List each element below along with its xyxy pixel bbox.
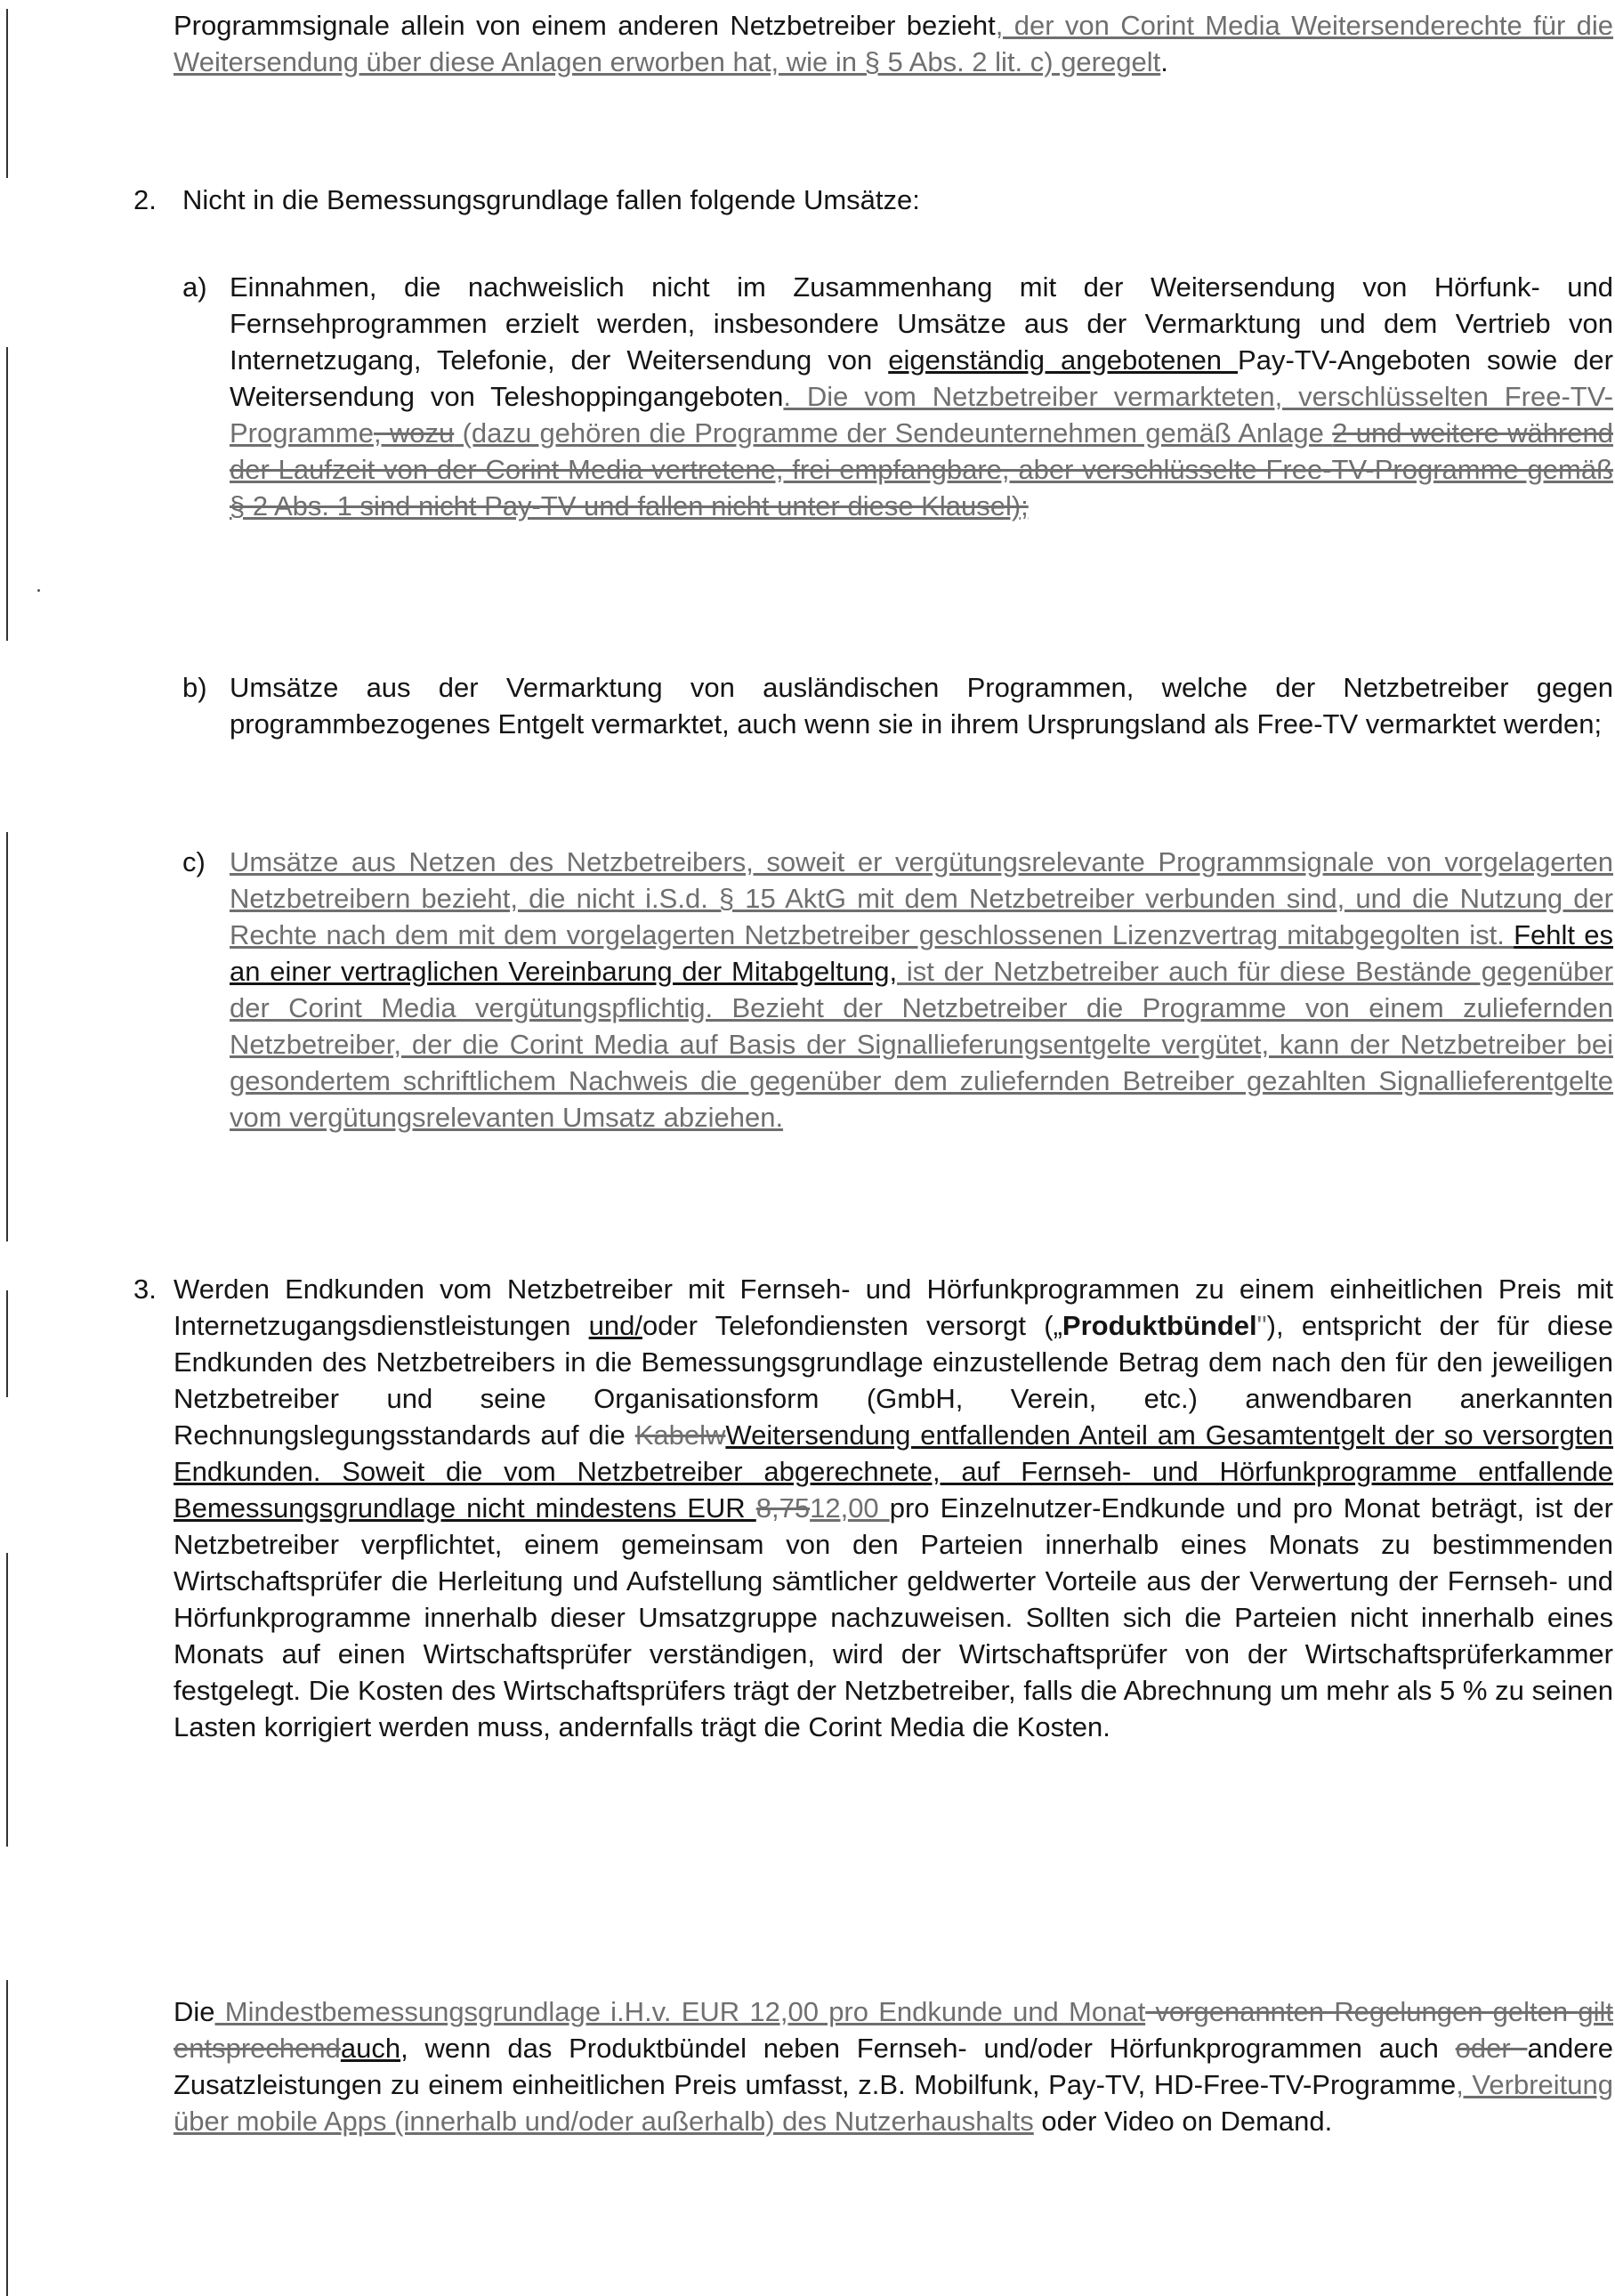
inserted-text: auch — [340, 2033, 401, 2064]
intro-text: Programmsignale allein von einem anderen Netzbetreiber bezieht — [174, 10, 996, 41]
section-3-paragraph: Werden Endkunden vom Netzbetreiber mit Fernseh- und Hörfunkprogrammen zu einem einheitlichen Preis mit Internetzugangsdienstleistungen und/oder Telefondiensten versorgt („Produktbündel"), entspricht der für diese Endkunden des Netzbetreibers in die Bemessungsgrundlage einzustellende Betrag dem nach den für den jeweiligen Netzbetreiber und seine Organisationsform (GmbH, Verein, etc.) anwendbaren anerkannten Rechnungslegungsstandards auf die KabelwWeitersendung entfallenden Anteil am Gesamtentgelt der so versorgten Endkunden. Soweit die vom Netzbetreiber abgerechnete, auf Fernseh- und Hörfunkprogramme entfallende Bemessungsgrundlage nicht mindestens EUR 8,7512,00 pro Einzelnutzer-Endkunde und pro Monat beträgt, ist der Netzbetreiber verpflichtet, einem gemeinsam von den Parteien innerhalb eines Monats zu bestimmenden Wirtschaftsprüfer die Herleitung und Aufstellung sämtlicher geldwerter Vorteile aus der Verwertung der Fernseh- und Hörfunkprogramme innerhalb dieser Umsatzgruppe nachzuweisen. Sollten sich die Parteien nicht innerhalb eines Monats auf einen Wirtschaftsprüfer verständigen, wird der Wirtschaftsprüfer von der Wirtschaftsprüferkammer festgelegt. Die Kosten des Wirtschaftsprüfers trägt der Netzbetreiber, falls die Abrechnung um mehr als 5 % zu seinen Lasten korrigiert werden muss, andernfalls trägt die Corint Media die Kosten. — [174, 1273, 1613, 1742]
change-bar — [6, 9, 8, 178]
section-heading: Nicht in die Bemessungsgrundlage fallen folgende Umsätze: — [182, 184, 920, 215]
item-c-paragraph — [230, 844, 1613, 1136]
change-bar — [6, 1553, 8, 1633]
inserted-text: . Die vom Netzbetreiber vermarkteten, verschlüsselten Free-TV-Programme — [230, 381, 1613, 449]
intro-paragraph: Programmsignale allein von einem anderen Netzbetreiber bezieht, der von Corint Media Weitersenderechte für die Weitersendung über diese Anlagen erworben hat, wie in § 5 Abs. 2 lit. c) geregelt. — [174, 10, 1614, 77]
change-bar — [6, 1633, 8, 1847]
inserted-text: Mindestbemessungsgrundlage i.H.v. EUR 12,00 pro Endkunde und Monat — [214, 1996, 1146, 2027]
inserted-text: Fehlt es an einer vertraglichen Vereinbarung der Mitabgeltung, — [230, 919, 1614, 987]
inserted-text: 2 und weitere während der Laufzeit von der Corint Media vertretene, frei empfangbare, aber verschlüsselte Free-TV-Programme gemäß § 2 Abs. 1 sind nicht Pay-TV und fallen nicht unter diese Klausel); — [230, 417, 1613, 521]
change-bar — [6, 1980, 8, 2296]
inserted-text: 12,00 — [810, 1492, 890, 1524]
scan-speck — [37, 589, 40, 592]
deleted-text: , wozu — [373, 417, 455, 449]
change-bar — [6, 832, 8, 1241]
deleted-text: Kabelw — [634, 1419, 726, 1451]
deleted-text: vorgenannten Regelungen gelten — [1145, 1996, 1579, 2027]
inserted-text: eigenständig angebotenen — [888, 344, 1239, 376]
inserted-text: , Verbreitung über mobile Apps (innerhalb und/oder außerhalb) des Nutzerhaushalts — [174, 2069, 1613, 2137]
section-number: 2. — [133, 184, 157, 215]
item-label: b) — [182, 672, 207, 703]
inserted-text: ist der Netzbetreiber auch für diese Bestände gegenüber der Corint Media vergütungspflichtig. Bezieht der Netzbetreiber die Programme von einem zuliefernden Netzbetreiber, der die Corint Media auf Basis der Signallieferungsentgelte vergütet, kann der Netzbetreiber bei gesondertem schriftlichem Nachweis die gegenüber dem zuliefernden Betreiber gezahlten Signallieferentgelte vom vergütungsrelevanten Umsatz abziehen. — [230, 956, 1613, 1133]
deleted-text: gilt — [1578, 1996, 1613, 2027]
defined-term: Produktbündel — [1062, 1310, 1257, 1341]
inserted-text: , der von Corint Media Weitersenderechte für die Weitersendung über diese Anlagen erworben hat, wie in § 5 Abs. 2 lit. c) geregelt — [174, 10, 1614, 77]
inserted-text: und/ — [588, 1310, 642, 1341]
section-number: 3. — [133, 1273, 157, 1305]
item-label: c) — [182, 846, 206, 877]
closing-paragraph: Die Mindestbemessungsgrundlage i.H.v. EUR 12,00 pro Endkunde und Monat vorgenannten Regelungen gelten gilt entsprechendauch, wenn das Produktbündel neben Fernseh- und/oder Hörfunkprogrammen auch oder andere Zusatzleistungen zu einem einheitlichen Preis umfasst, z.B. Mobilfunk, Pay-TV, HD-Free-TV-Programme, Verbreitung über mobile Apps (innerhalb und/oder außerhalb) des Nutzerhaushalts oder Video on Demand. — [174, 1996, 1613, 2137]
item-a-paragraph: Einnahmen, die nachweislich nicht im Zusammenhang mit der Weitersendung von Hörfunk- und Fernsehprogrammen erzielt werden, insbesondere Umsätze aus der Vermarktung und dem Vertrieb von Internetzugang, Telefonie, der Weitersendung von eigenständig angebotenen Pay-TV-Angeboten sowie der Weitersendung von Teleshoppingangeboten. Die vom Netzbetreiber vermarkteten, verschlüsselten Free-TV-Programme, wozu (dazu gehören die Programme der Sendeunternehmen gemäß Anlage 2 und weitere während der Laufzeit von der Corint Media vertretene, frei empfangbare, aber verschlüsselte Free-TV-Programme gemäß § 2 Abs. 1 sind nicht Pay-TV und fallen nicht unter diese Klausel); — [230, 271, 1613, 521]
item-label: a) — [182, 271, 207, 303]
change-bar — [6, 1290, 8, 1397]
item-b-paragraph: Umsätze aus der Vermarktung von ausländischen Programmen, welche der Netzbetreiber gegen programmbezogenes Entgelt vermarktet, auch wenn sie in ihrem Ursprungsland als Free-TV vermarktet werden; — [230, 672, 1613, 740]
deleted-text: oder — [1455, 2033, 1528, 2064]
inserted-text: (dazu gehören die Programme der Sendeunternehmen gemäß Anlage — [454, 417, 1333, 449]
deleted-text: 8,75 — [755, 1492, 811, 1524]
deleted-text: entsprechend — [174, 2033, 341, 2064]
inserted-text: Umsätze aus Netzen des Netzbetreibers, soweit er vergütungsrelevante Programmsignale von vorgelagerten Netzbetreibern bezieht, die nicht i.S.d. § 15 AktG mit dem Netzbetreiber verbunden sind, und die Nutzung der Rechte nach dem mit dem vorgelagerten Netzbetreiber geschlossenen Lizenzvertrag mitabgegolten ist. — [230, 846, 1613, 950]
change-bar — [6, 347, 8, 641]
